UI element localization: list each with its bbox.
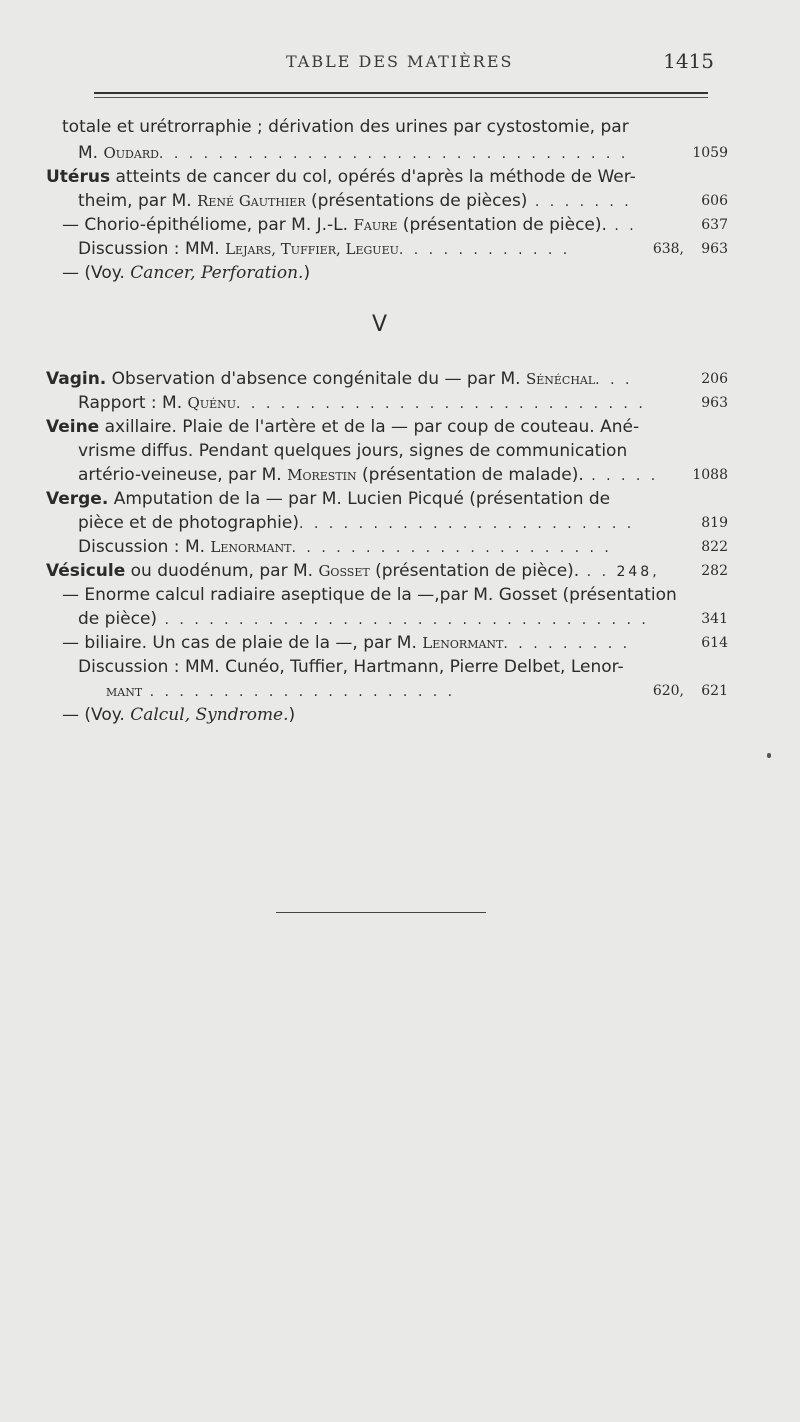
index-line xyxy=(0,680,800,703)
entry-author: Morestin xyxy=(287,466,357,484)
page-reference: 963 xyxy=(701,241,728,257)
page-reference: 963 xyxy=(701,395,728,411)
entry-text xyxy=(78,142,628,166)
entry-text-segment: Amputation de la — par M. Lucien Picqué (présentation de xyxy=(108,489,611,509)
entry-text-segment: — (Voy. xyxy=(62,263,131,283)
index-line xyxy=(0,116,800,139)
entry-author: mant xyxy=(106,682,143,700)
leader-dots: . . 248, xyxy=(579,564,660,580)
entry-text-segment: de pièce) xyxy=(78,609,158,629)
page-reference: 620, xyxy=(652,683,684,699)
entry-headword: Verge. xyxy=(46,489,109,509)
leader-dots: . . . . . . . . . . . . . . . . . . . . . . . xyxy=(298,516,635,532)
index-line xyxy=(0,488,800,511)
entry-text-segment: Observation d'absence congénitale du — par M. xyxy=(106,369,526,389)
leader-dots: . . . . . . . . . . . . . . . . . . . . . . . . . . . . xyxy=(236,396,646,412)
entry-text-segment: (présentation de pièce). xyxy=(397,215,607,235)
entry-text-segment: ) xyxy=(303,263,311,283)
entry-text xyxy=(78,512,634,536)
index-line xyxy=(0,704,800,727)
page-reference: 819 xyxy=(701,515,728,531)
index-line xyxy=(0,632,800,655)
entry-text-segment: ) xyxy=(288,705,296,725)
leader-dots: . . . . . . . . . xyxy=(503,636,631,652)
index-line xyxy=(0,368,800,391)
leader-dots: . . . . . . . xyxy=(527,194,632,210)
entry-text-segment: — Enorme calcul radiaire aseptique de la —,par M. Gosset (présentation xyxy=(62,585,677,605)
entry-text-segment: atteints de cancer du col, opérés d'après la méthode de Wer- xyxy=(110,167,636,187)
entry-crossref: Cancer, Perforation. xyxy=(130,263,304,283)
entry-headword: Veine xyxy=(46,417,100,437)
index-line xyxy=(0,512,800,535)
entry-text-segment: M. xyxy=(78,143,104,163)
entry-text xyxy=(46,488,610,511)
leader-dots: . . . . . . . . . . . . . . . . . . . . . . . . . . . . . . . . . xyxy=(157,612,649,628)
entry-headword: Utérus xyxy=(46,167,111,187)
entry-crossref: Calcul, Syndrome. xyxy=(130,705,289,725)
page-reference: 282 xyxy=(701,563,728,579)
index-line xyxy=(0,416,800,439)
index-line xyxy=(0,584,800,607)
index-line xyxy=(0,214,800,237)
entry-text xyxy=(78,238,570,262)
index-line xyxy=(0,262,800,285)
entry-text-segment: — (Voy. xyxy=(62,705,131,725)
entry-text-segment: ou duodénum, par M. xyxy=(125,561,319,581)
entry-text-segment: Rapport : M. xyxy=(78,393,188,413)
entry-text xyxy=(62,632,630,656)
entry-author: Quénu xyxy=(187,394,237,412)
entry-text xyxy=(46,560,660,584)
entry-text xyxy=(106,680,455,704)
leader-dots: . . . . . . . . . . . . . . . . . . . . . . xyxy=(291,540,612,556)
entry-text xyxy=(78,656,624,679)
entry-author: Lenormant xyxy=(210,538,292,556)
header-rule-thin xyxy=(94,97,708,98)
entry-text-segment: (présentations de pièces) xyxy=(305,191,528,211)
index-line xyxy=(0,608,800,631)
leader-dots: . . . . . . . . . . . . xyxy=(398,242,571,258)
entry-text xyxy=(46,416,639,439)
entry-text-segment: Discussion : MM. xyxy=(78,239,226,259)
index-line xyxy=(0,464,800,487)
page-reference: 614 xyxy=(701,635,728,651)
entry-text-segment: (présentation de malade). xyxy=(356,465,584,485)
page-reference: 606 xyxy=(701,193,728,209)
entry-author: Sénéchal xyxy=(525,370,596,388)
entry-text xyxy=(62,214,637,238)
leader-dots: . . . xyxy=(595,372,633,388)
entry-text xyxy=(78,608,649,632)
entry-author: Gosset xyxy=(318,562,370,580)
entry-text-segment: artério-veineuse, par M. xyxy=(78,465,288,485)
page-reference: 637 xyxy=(701,217,728,233)
entry-text-segment: Discussion : MM. Cunéo, Tuffier, Hartmann, Pierre Delbet, Lenor- xyxy=(78,657,624,677)
page-number: 1415 xyxy=(663,49,714,73)
index-line xyxy=(0,166,800,189)
index-line xyxy=(0,440,800,463)
leader-dots: . . . . . . . . . . . . . . . . . . . . . xyxy=(142,684,456,700)
ink-speck xyxy=(767,753,771,758)
entry-text-segment: — Chorio-épithéliome, par M. J.-L. xyxy=(62,215,354,235)
page-reference: 621 xyxy=(701,683,728,699)
entry-text-segment: axillaire. Plaie de l'artère et de la — par coup de couteau. Ané- xyxy=(99,417,640,437)
entry-text-segment: pièce et de photographie) xyxy=(78,513,299,533)
entry-headword: Vagin. xyxy=(46,369,107,389)
entry-text-segment: totale et urétrorraphie ; dérivation des urines par cystostomie, par xyxy=(62,117,629,137)
footer-rule xyxy=(276,912,486,913)
index-line xyxy=(0,392,800,415)
entry-text-segment: (présentation de pièce). xyxy=(369,561,580,581)
page-reference: 638, xyxy=(652,241,684,257)
entry-text xyxy=(78,392,646,416)
running-title: TABLE DES MATIÈRES xyxy=(286,52,514,71)
entry-text-segment: Discussion : M. xyxy=(78,537,211,557)
entry-text xyxy=(78,440,627,463)
entry-author: Oudard xyxy=(103,144,159,162)
index-line xyxy=(0,238,800,261)
entry-text xyxy=(78,464,658,488)
page-reference: 206 xyxy=(701,371,728,387)
header-rule xyxy=(94,92,708,94)
index-line xyxy=(0,190,800,213)
leader-dots: . . xyxy=(606,218,637,234)
entry-text xyxy=(46,166,636,189)
entry-headword: Vésicule xyxy=(46,561,126,581)
entry-text xyxy=(62,262,310,285)
page-reference: 1088 xyxy=(692,467,728,483)
entry-text xyxy=(62,584,677,607)
index-line xyxy=(0,142,800,165)
section-letter: V xyxy=(372,312,388,337)
leader-dots: . . . . . . . . . . . . . . . . . . . . . . . . . . . . . . . . xyxy=(158,146,629,162)
entry-text-segment: theim, par M. xyxy=(78,191,198,211)
page-reference: 341 xyxy=(701,611,728,627)
entry-text xyxy=(78,190,632,214)
entry-text xyxy=(46,368,632,392)
entry-author: Faure xyxy=(353,216,398,234)
index-line xyxy=(0,656,800,679)
entry-author: Lejars, Tuffier, Legueu xyxy=(225,240,399,258)
page-reference: 1059 xyxy=(692,145,728,161)
entry-text xyxy=(62,704,295,727)
leader-dots: . . . . . xyxy=(583,468,659,484)
index-line xyxy=(0,560,800,583)
entry-author: René Gauthier xyxy=(197,192,306,210)
entry-text xyxy=(62,116,629,139)
entry-author: Lenormant xyxy=(422,634,504,652)
entry-text-segment: — biliaire. Un cas de plaie de la —, par M. xyxy=(62,633,423,653)
page-reference: 822 xyxy=(701,539,728,555)
entry-text xyxy=(78,536,612,560)
index-line xyxy=(0,536,800,559)
entry-text-segment: vrisme diffus. Pendant quelques jours, signes de communication xyxy=(78,441,628,461)
